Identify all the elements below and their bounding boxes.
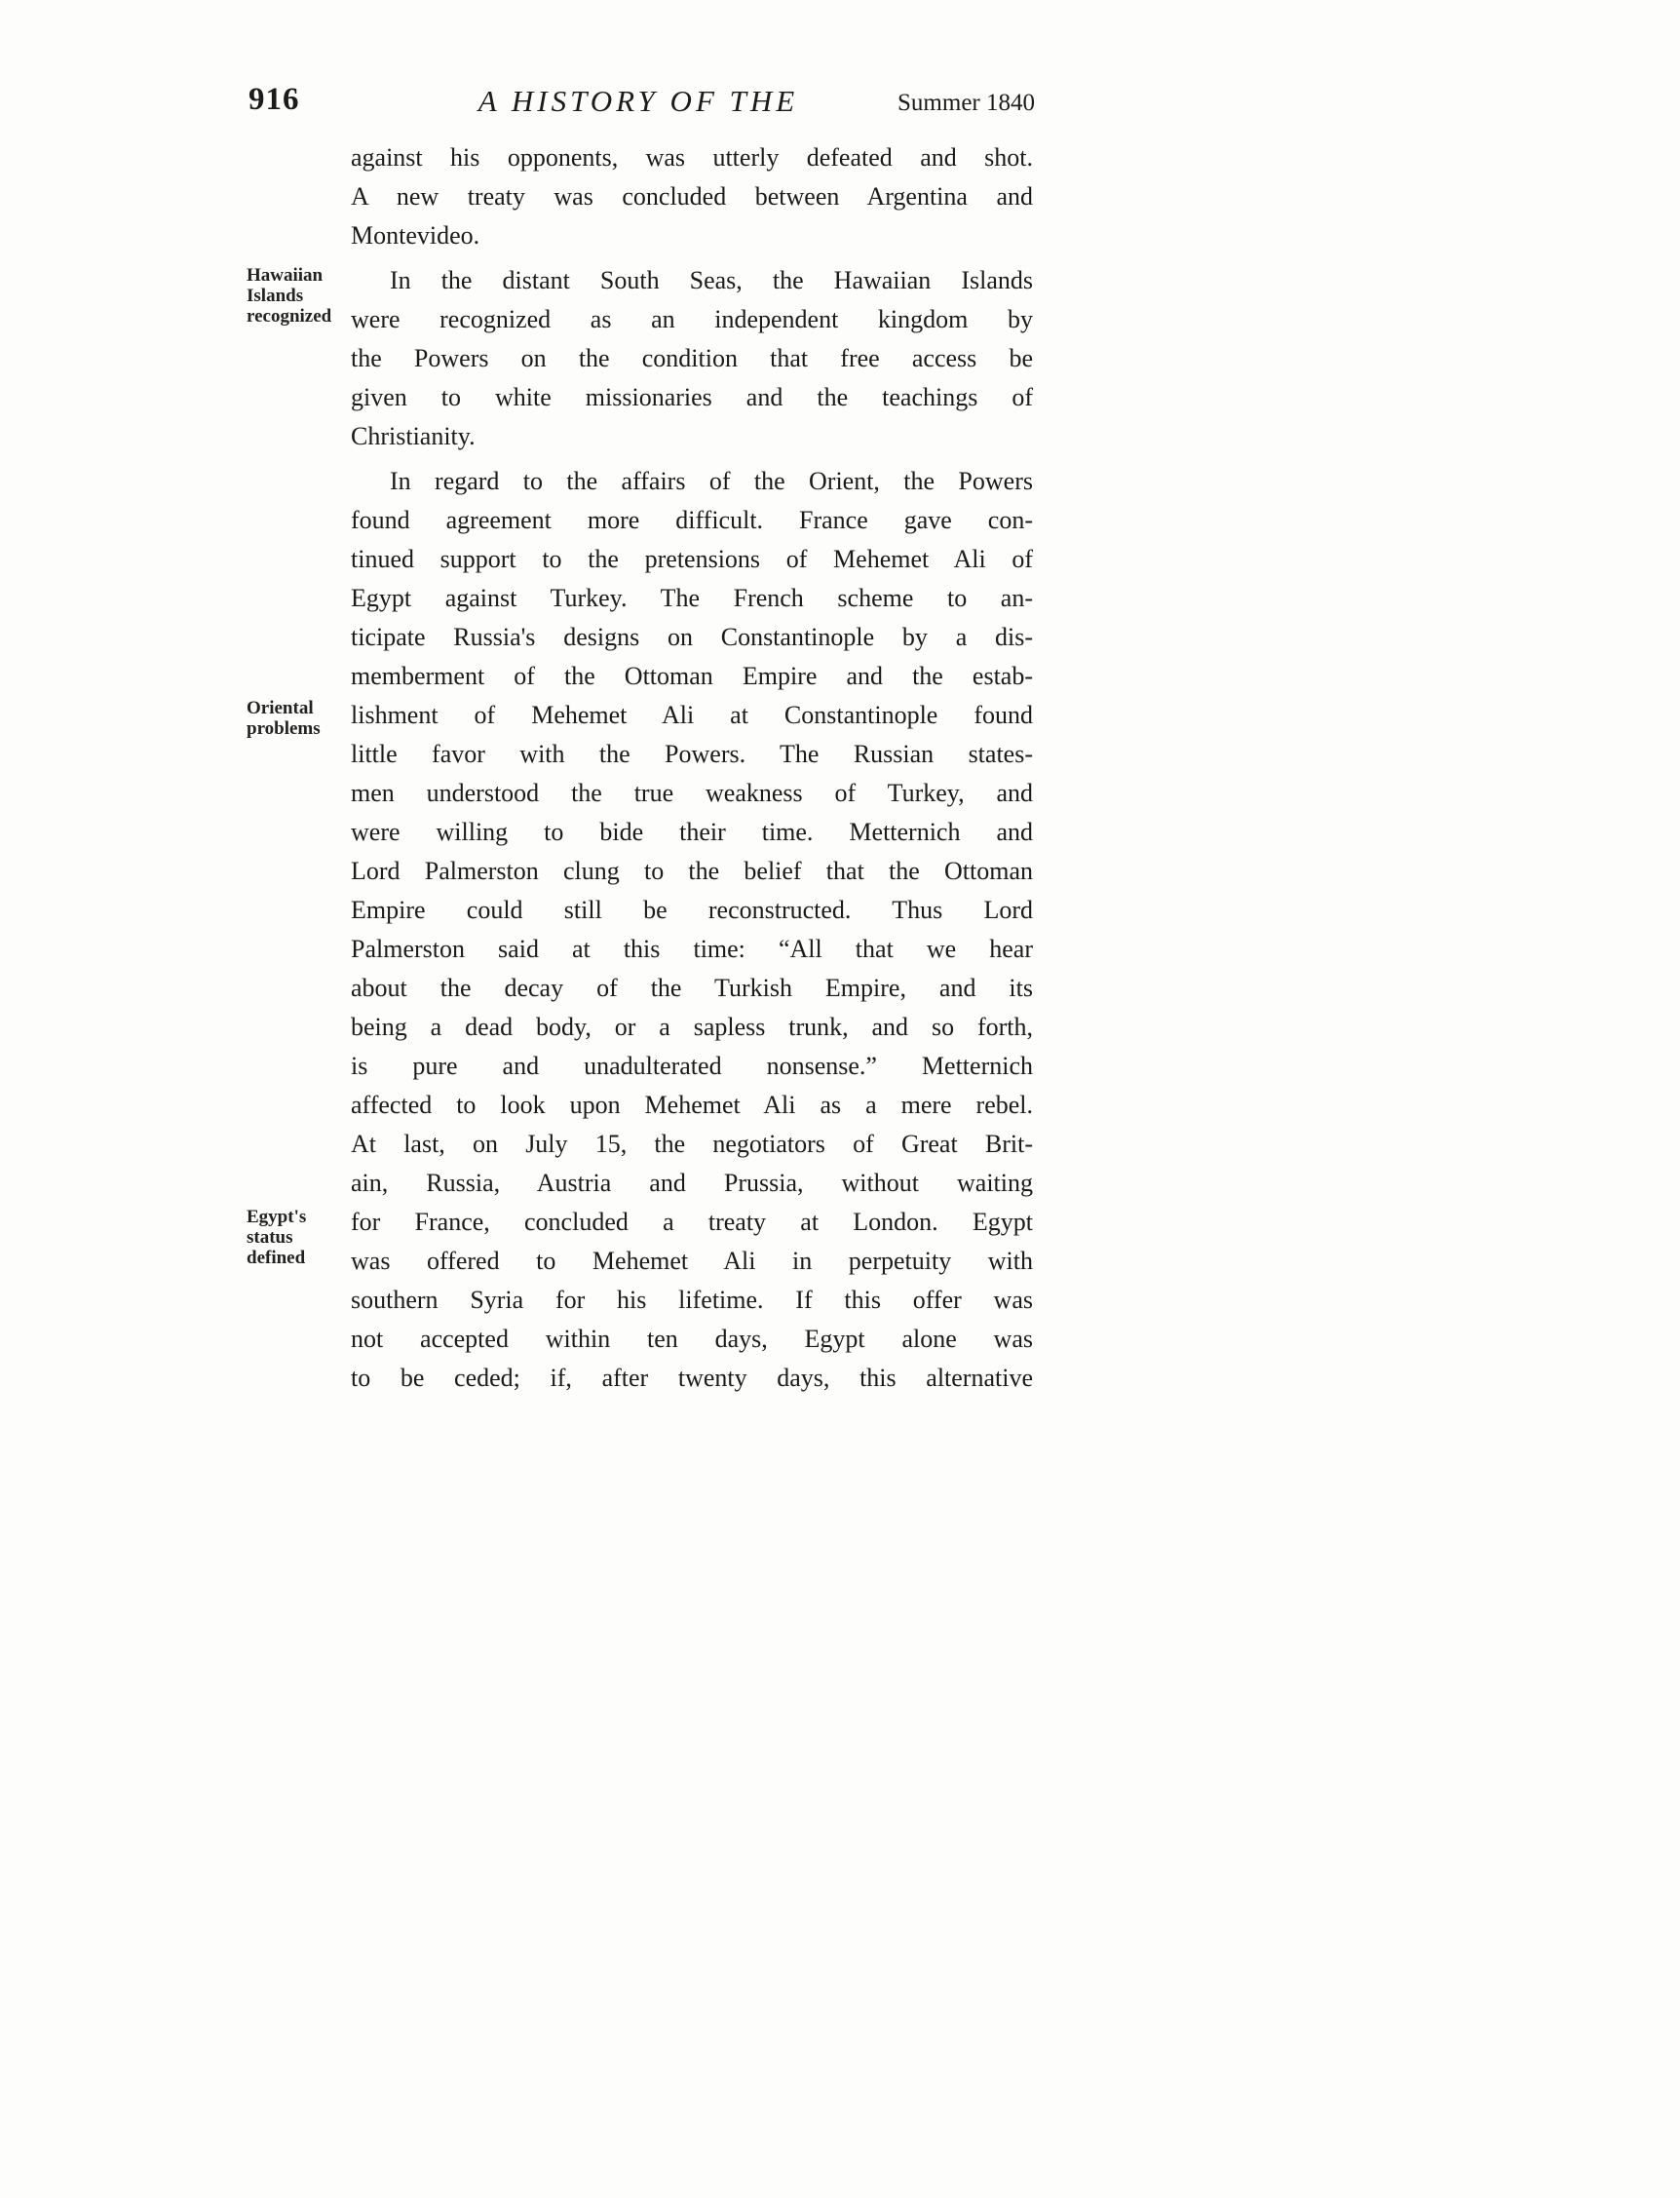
text-line: ain, Russia, Austria and Prussia, without waiting (351, 1169, 1033, 1197)
margin-note-line: status (247, 1227, 293, 1248)
text-line: were willing to bide their time. Metternich and (351, 818, 1033, 846)
margin-note-line: Islands (247, 286, 304, 306)
text-line: is pure and unadulterated nonsense.” Metternich (351, 1052, 1033, 1080)
text-line: ticipate Russia's designs on Constantinople by a dis- (351, 623, 1033, 651)
text-line: was offered to Mehemet Ali in perpetuity with (351, 1247, 1033, 1275)
text-line: Palmerston said at this time: “All that we hear (351, 935, 1033, 963)
text-line: found agreement more difficult. France gave con- (351, 506, 1033, 534)
text-line: the Powers on the condition that free access be (351, 344, 1033, 372)
text-line: being a dead body, or a sapless trunk, and so forth, (351, 1013, 1033, 1041)
text-line: against his opponents, was utterly defeated and shot. (351, 143, 1033, 172)
margin-note-line: Oriental (247, 698, 314, 718)
paragraph (351, 462, 1033, 1398)
margin-note-line: defined (247, 1248, 306, 1268)
margin-note (247, 265, 348, 327)
margin-note-line: Hawaiian (247, 265, 324, 286)
body-text-column (351, 138, 1033, 1398)
margin-note (247, 698, 348, 739)
text-line: little favor with the Powers. The Russian states- (351, 740, 1033, 768)
text-line: Lord Palmerston clung to the belief that the Ottoman (351, 857, 1033, 885)
text-line: In regard to the affairs of the Orient, the Powers (390, 467, 1033, 495)
text-line: for France, concluded a treaty at London. Egypt (351, 1208, 1033, 1236)
margin-note-line: problems (247, 718, 321, 739)
text-line: Christianity. (351, 422, 476, 450)
running-title: A HISTORY OF THE (477, 84, 799, 118)
text-line: At last, on July 15, the negotiators of Great Brit- (351, 1130, 1033, 1158)
text-line: memberment of the Ottoman Empire and the estab- (351, 662, 1033, 690)
text-line: lishment of Mehemet Ali at Constantinople found (351, 701, 1033, 729)
margin-note-line: recognized (247, 306, 332, 327)
text-line: In the distant South Seas, the Hawaiian Islands (390, 266, 1033, 294)
text-line: southern Syria for his lifetime. If this offer was (351, 1286, 1033, 1314)
text-line: Egypt against Turkey. The French scheme to an- (351, 584, 1033, 612)
page-number: 916 (248, 82, 300, 117)
text-line: tinued support to the pretensions of Mehemet Ali of (351, 545, 1033, 573)
text-line: not accepted within ten days, Egypt alone was (351, 1325, 1033, 1353)
text-line: about the decay of the Turkish Empire, and its (351, 974, 1033, 1002)
text-line: given to white missionaries and the teachings of (351, 383, 1033, 411)
text-line: men understood the true weakness of Turkey, and (351, 779, 1033, 807)
text-line: Empire could still be reconstructed. Thus Lord (351, 896, 1033, 924)
paragraph (351, 261, 1033, 456)
text-line: affected to look upon Mehemet Ali as a mere rebel. (351, 1091, 1033, 1119)
text-line: Montevideo. (351, 221, 480, 250)
margin-note (247, 1207, 348, 1268)
margin-note-line: Egypt's (247, 1207, 307, 1227)
text-line: to be ceded; if, after twenty days, this alternative (351, 1364, 1033, 1392)
paragraph (351, 138, 1033, 255)
text-line: A new treaty was concluded between Argentina and (351, 182, 1033, 211)
text-line: were recognized as an independent kingdom by (351, 305, 1033, 333)
header-date: Summer 1840 (897, 90, 1035, 116)
